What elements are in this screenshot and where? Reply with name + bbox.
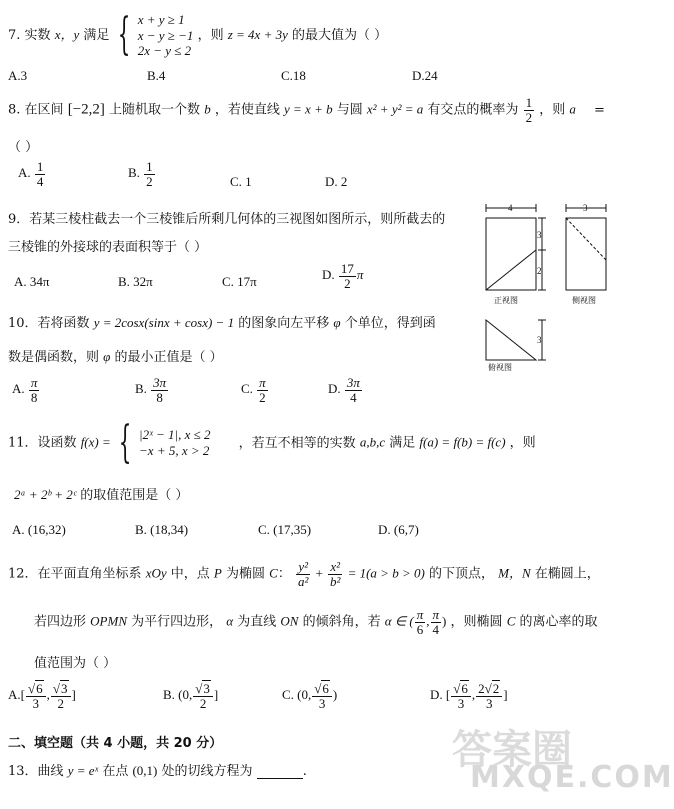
q8-line: y = x + b (284, 101, 333, 117)
frac (151, 376, 168, 404)
top-view-triangle (486, 320, 536, 360)
q11-cond: f(a) = f(b) = f(c) (419, 434, 506, 450)
frac-n: 1 (146, 159, 153, 174)
q9-line-2: 三棱锥的外接球的表面积等于（ ） (8, 240, 208, 255)
q10-text: 的图象向左平移 (238, 316, 330, 331)
frac-n: 3π (153, 375, 167, 390)
sqrt-icon: √ (195, 681, 203, 696)
q12-text: 的离心率的取 (519, 614, 598, 630)
q7-option-c: C.18 (281, 68, 306, 83)
bracket: ] (503, 687, 508, 703)
frac-n: π (30, 375, 38, 390)
q12-text: 在椭圆上， (534, 566, 600, 582)
frac-d: 6 (416, 621, 424, 637)
q12-text: 为直线 (237, 614, 277, 630)
frac-n: 17 (340, 261, 354, 276)
sep: , (471, 687, 476, 703)
q11-text: ，则 (509, 435, 536, 451)
frac (431, 608, 442, 636)
q11-case: −x + 5, x > 2 (139, 443, 210, 458)
frac (193, 682, 213, 710)
frac-d: 4 (432, 621, 440, 637)
q12-text: ，则椭圆 (450, 614, 503, 630)
frac (144, 160, 155, 188)
bracket: ) (332, 687, 338, 703)
radicand: 3 (203, 681, 210, 696)
opt-label: D. (328, 381, 341, 397)
sqrt-icon: √ (27, 681, 36, 696)
q10-text: 的最小正值是（ ） (114, 350, 223, 365)
q9-option-b: B. 32π (118, 274, 153, 289)
q12-text: 中，点 (170, 566, 210, 582)
q12-var: α (226, 613, 234, 629)
q11-option-b: B. (18,34) (135, 522, 189, 537)
q8-text: = (594, 102, 605, 118)
q7-option-b: B.4 (147, 68, 166, 83)
q10-text: 数是偶函数，则 (8, 350, 100, 365)
q12-option-d (430, 682, 508, 710)
q11-abc: a,b,c (359, 434, 386, 450)
frac-d: 8 (30, 389, 38, 405)
q10-phi: φ (333, 315, 341, 330)
frac-d: 2 (57, 695, 64, 711)
frac-d: 2 (146, 173, 153, 189)
dim-label: 3 (583, 203, 588, 213)
q8-prob (524, 96, 535, 124)
q7-number: 7. (8, 27, 21, 43)
frac (29, 376, 40, 404)
bracket: ( (178, 687, 183, 703)
q10-text: 个单位，得到函 (344, 316, 436, 331)
q11-expr: 2ᵃ + 2ᵇ + 2ᶜ (14, 487, 77, 502)
q12-range: α ∈ ( (384, 613, 414, 629)
q11-option-a: A. (16,32) (12, 522, 66, 537)
q8-text: 有交点的概率为 (427, 102, 519, 118)
brace-icon: { (117, 9, 130, 61)
question-11 (8, 417, 536, 468)
q10-phi: φ (103, 349, 111, 364)
frac (257, 376, 268, 404)
front-view-label: 正视图 (494, 296, 518, 305)
sqrt-icon: √ (453, 681, 461, 696)
q8-text: ，若使直线 (214, 102, 280, 118)
section-title: 二、填空题（共 4 小题，共 20 分） (8, 736, 223, 751)
frac (296, 560, 310, 588)
q12-text: , (426, 613, 430, 629)
q12-option-a (8, 682, 76, 710)
frac-d: 3 (485, 695, 493, 711)
q7-option-d: D.24 (412, 68, 438, 83)
q12-text: 若四边形 (34, 614, 87, 630)
q7-text: 满足 (83, 27, 110, 43)
q8-var: a (569, 101, 576, 117)
q11-text: 11．设函数 (8, 435, 77, 451)
frac-d: 8 (156, 389, 163, 405)
q8-paren: （ ） (8, 140, 39, 155)
q11-text: 满足 (389, 435, 416, 451)
opt-label: B. (135, 381, 147, 397)
q8-option-c: C. 1 (230, 174, 252, 189)
q9-option-a: A. 34π (14, 274, 50, 289)
q7-system (138, 12, 194, 59)
bracket: ( (297, 687, 302, 703)
q12-var: M，N (498, 565, 531, 581)
frac-n: 1 (36, 159, 44, 174)
opt-label: B. (128, 165, 140, 181)
q12-var: P (213, 565, 222, 581)
q9-option-c: C. 17π (222, 274, 257, 289)
q13-text: 在点 (102, 764, 129, 779)
q10-line-2 (8, 346, 223, 365)
q13-text: 13．曲线 (8, 764, 64, 779)
frac-d: 2 (259, 389, 266, 405)
q10-option-d (328, 376, 363, 404)
q11-option-d: D. (6,7) (378, 522, 419, 537)
question-10 (8, 312, 436, 331)
q12-var: ON (280, 613, 299, 629)
bracket: [ (445, 687, 451, 703)
q7-expr: z = 4x + 3y (227, 26, 288, 42)
radicand: 6 (322, 681, 329, 696)
q7-option-a: A.3 (8, 68, 28, 83)
bracket: ] (213, 687, 219, 703)
frac-d: a² (298, 573, 309, 589)
q12-eq: = 1(a > b > 0) (347, 565, 425, 581)
q13-text: 处的切线方程为 (161, 764, 253, 779)
question-8 (8, 96, 605, 124)
q13-point: (0,1) (132, 763, 158, 778)
q12-text: 的倾斜角，若 (302, 614, 381, 630)
frac (26, 682, 46, 710)
frac-d: 4 (36, 173, 44, 189)
frac-n: 3π (346, 375, 360, 390)
frac-n: x² (330, 559, 341, 574)
q11-cases (139, 427, 211, 458)
dim-label: 2 (537, 266, 542, 276)
front-view-diagonal (486, 250, 536, 290)
opt-label: C. (241, 381, 253, 397)
frac (51, 682, 71, 710)
q13-text: . (302, 764, 307, 779)
dim-label: 4 (508, 203, 513, 213)
q12-line-2 (34, 608, 598, 636)
q8-circle: x² + y² = a (366, 101, 424, 117)
side-view-label: 侧视图 (572, 296, 596, 305)
frac-d: 2 (199, 695, 207, 711)
dim-label: 3 (537, 230, 542, 240)
frac-d: 2 (525, 109, 533, 125)
frac (415, 608, 426, 636)
q10-func: y = 2cosx(sinx + cosx) − 1 (93, 315, 235, 330)
q12-text: 为椭圆 (226, 566, 266, 582)
zero: 0, (301, 687, 312, 703)
frac (35, 160, 46, 188)
q9-line-1: 9．若某三棱柱截去一个三棱锥后所剩几何体的三视图如图所示，则所截去的 (8, 212, 446, 227)
frac-d: 2 (344, 275, 351, 291)
frac-n: π (432, 607, 440, 622)
q11-fx: f(x) = (80, 434, 111, 450)
q8-option-d: D. 2 (325, 174, 348, 189)
frac (328, 560, 342, 588)
opt-label: D. (322, 267, 335, 283)
q12-var: C (269, 565, 278, 581)
q7-text: ，则 (197, 27, 224, 43)
bracket: ] (71, 687, 76, 703)
q10-option-b (135, 376, 169, 404)
q8-option-a (18, 160, 46, 188)
watermark-logo: 答案圈 (452, 727, 572, 773)
sqrt-icon: √ (52, 681, 61, 696)
zero: 0, (182, 687, 193, 703)
q8-option-b (128, 160, 156, 188)
q13-curve: y = eˣ (67, 763, 99, 778)
q11-line-2 (14, 484, 188, 503)
frac-d: 4 (350, 389, 357, 405)
q10-text: 10．若将函数 (8, 316, 90, 331)
q7-text: 实数 (24, 27, 51, 43)
q12-option-b (163, 682, 218, 710)
q7-text: 的最大值为（ ） (292, 27, 388, 43)
dim-label: 3 (537, 335, 542, 345)
sep: , (46, 687, 50, 703)
q12-text: ) (442, 613, 447, 629)
q11-option-c: C. (17,35) (258, 522, 312, 537)
frac-d: 3 (32, 695, 40, 711)
question-12 (8, 560, 600, 588)
q12-text: + (315, 565, 323, 581)
sqrt-icon: √ (484, 681, 492, 696)
question-7 (8, 9, 388, 61)
question-13 (8, 760, 307, 779)
q12-var: xOy (145, 565, 167, 581)
frac-d: 3 (457, 695, 465, 711)
q8-var: b (204, 101, 211, 117)
frac-d: 3 (318, 695, 326, 711)
q8-text: 上随机取一个数 (109, 102, 201, 118)
q8-text: 与圆 (336, 102, 363, 118)
q12-option-c (282, 682, 337, 710)
pi: π (356, 267, 364, 283)
radicand: 3 (61, 681, 68, 696)
answer-blank[interactable] (257, 766, 303, 779)
frac-d: b² (330, 573, 341, 589)
side-view-diagonal (566, 218, 606, 260)
side-view-rect (566, 218, 606, 290)
coef: 2 (478, 681, 485, 696)
q7-vars: x，y (54, 26, 80, 42)
frac-n: 1 (525, 95, 533, 110)
frac-n: π (259, 375, 266, 390)
opt-label: A. (12, 381, 25, 397)
sqrt-icon: √ (314, 681, 322, 696)
frac-n: π (416, 607, 424, 622)
radicand: 6 (36, 681, 43, 696)
q12-var: OPMN (90, 613, 127, 629)
opt-label: A. (8, 687, 21, 703)
front-view-rect (486, 218, 536, 290)
frac (451, 682, 471, 710)
three-view-figure (476, 200, 626, 370)
q12-text: 12．在平面直角坐标系 (8, 566, 142, 582)
frac (476, 682, 502, 710)
opt-label: C. (282, 687, 294, 703)
q9-option-d (322, 262, 363, 290)
q12-text: 为平行四边形， (131, 614, 223, 630)
bracket: [ (20, 687, 25, 703)
q7-ineq: 2x − y ≤ 2 (137, 43, 192, 59)
frac-n: y² (298, 559, 309, 574)
q11-text: ，若互不相等的实数 (238, 435, 356, 451)
brace-icon: { (118, 417, 132, 468)
q12-var: C (506, 613, 516, 629)
q8-text: ，则 (539, 102, 566, 118)
q8-text: 在区间 (24, 102, 64, 118)
frac (339, 262, 356, 290)
q12-text: 的下顶点， (428, 566, 494, 582)
opt-label: D. (430, 687, 443, 703)
frac (312, 682, 332, 710)
q8-number: 8. (8, 102, 21, 118)
watermark-domain: MXQE.COM (470, 760, 674, 795)
q7-ineq: x + y ≥ 1 (137, 12, 185, 27)
q12-text: ： (277, 566, 291, 582)
opt-label: B. (163, 687, 175, 703)
q10-option-a (12, 376, 40, 404)
q7-ineq: x − y ≥ −1 (137, 27, 194, 43)
q11-case: |2ˣ − 1|, x ≤ 2 (139, 427, 211, 443)
q12-line-3: 值范围为（ ） (34, 656, 117, 671)
q11-text: 的取值范围是（ ） (80, 488, 189, 503)
top-view-label: 俯视图 (488, 363, 512, 372)
opt-label: A. (18, 165, 31, 181)
q10-option-c (241, 376, 269, 404)
frac (345, 376, 362, 404)
radicand: 6 (461, 681, 468, 696)
q8-interval: [−2,2] (67, 101, 105, 118)
radicand: 2 (492, 681, 500, 696)
